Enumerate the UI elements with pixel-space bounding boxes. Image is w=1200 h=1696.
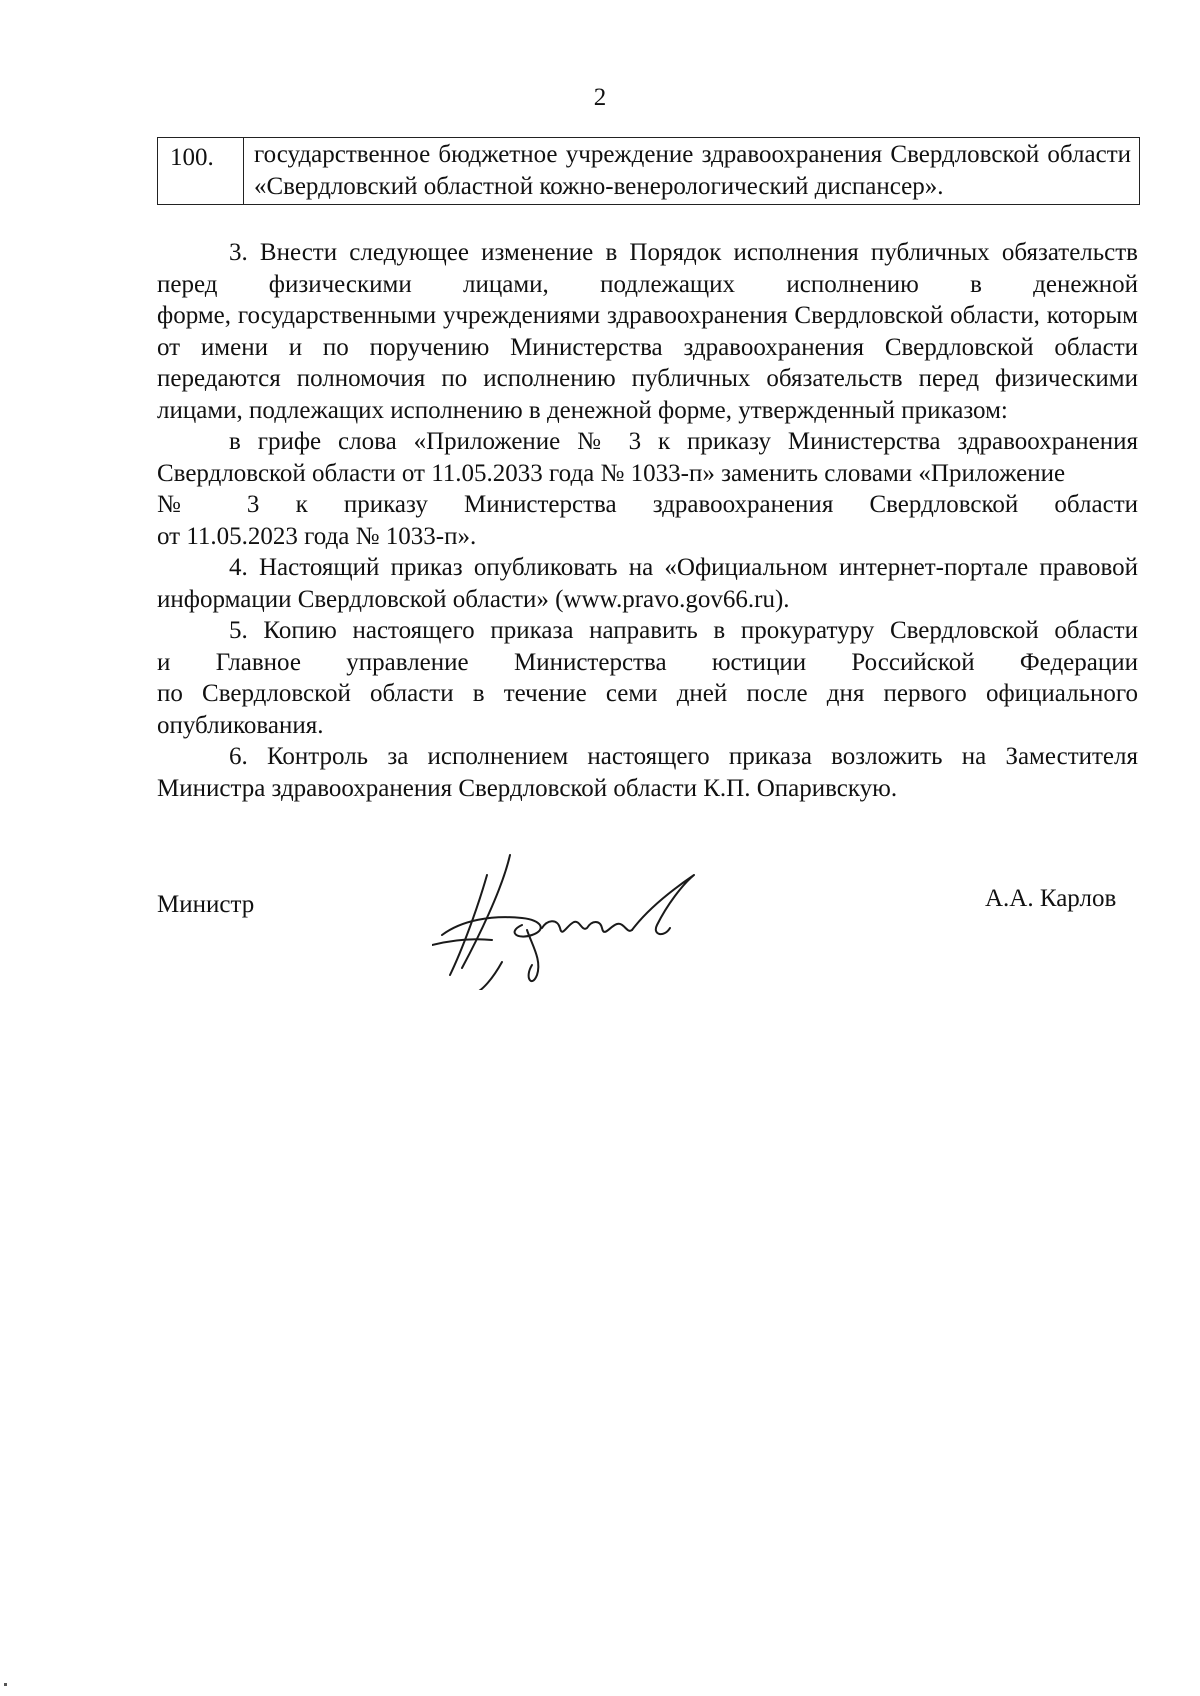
paragraph-6: 6. Контроль за исполнением настоящего приказа возложить на Заместителя Министра здравоохранения Свердловской области К.П. Опаривскую. [157, 743, 1138, 802]
document-body [157, 237, 1138, 804]
table-row-text: государственное бюджетное учреждение здравоохранения Свердловской области «Свердловский областной кожно-венерологический диспансер». [254, 141, 1131, 200]
paragraph-grif-line: № 3 к приказу Министерства здравоохранения Свердловской области [157, 491, 1138, 518]
scan-dot [4, 1683, 7, 1686]
table-row [157, 137, 1140, 205]
paragraph-grif-end: от 11.05.2023 года № 1033-п». [157, 522, 477, 550]
paragraph-3-line-1: 3. Внести следующее изменение в Порядок исполнения публичных обязательств [229, 239, 1138, 266]
paragraph-5 [157, 615, 1138, 647]
paragraph-5-body: по Свердловской области в течение семи дней после дня первого официального опубликования. [157, 680, 1138, 739]
page-number: 2 [593, 84, 607, 111]
paragraph-5-line-1: 5. Копию настоящего приказа направить в прокуратуру Свердловской области [229, 617, 1138, 644]
paragraph-4: 4. Настоящий приказ опубликовать на «Официальном интернет-портале правовой информации Свердловской области» (www.pravo.gov66.ru). [157, 554, 1138, 613]
handwritten-signature [432, 850, 732, 990]
signatory-title: Министр [157, 891, 255, 918]
paragraph-3-line-2: перед физическими лицами, подлежащих исполнению в денежной [157, 270, 1138, 298]
paragraph-3-body: форме, государственными учреждениями здравоохранения Свердловской области, которым от имени и по поручению Министерства здравоохранения Свердловской области передаются полномочия по исполнению публичных обязательств перед физическими лицами, подлежащих исполнению в денежной форме, утвержденный приказом: [157, 302, 1138, 424]
paragraph-3 [157, 237, 1138, 269]
paragraph-5-line-2: и Главное управление Министерства юстиции Российской Федерации [157, 648, 1138, 676]
table-row-number: 100. [158, 138, 244, 204]
signatory-name: А.А. Карлов [985, 885, 1117, 912]
paragraph-grif: в грифе слова «Приложение № 3 к приказу Министерства здравоохранения Свердловской области от 11.05.2033 года № 1033-п» заменить словами «Приложение [157, 428, 1138, 487]
